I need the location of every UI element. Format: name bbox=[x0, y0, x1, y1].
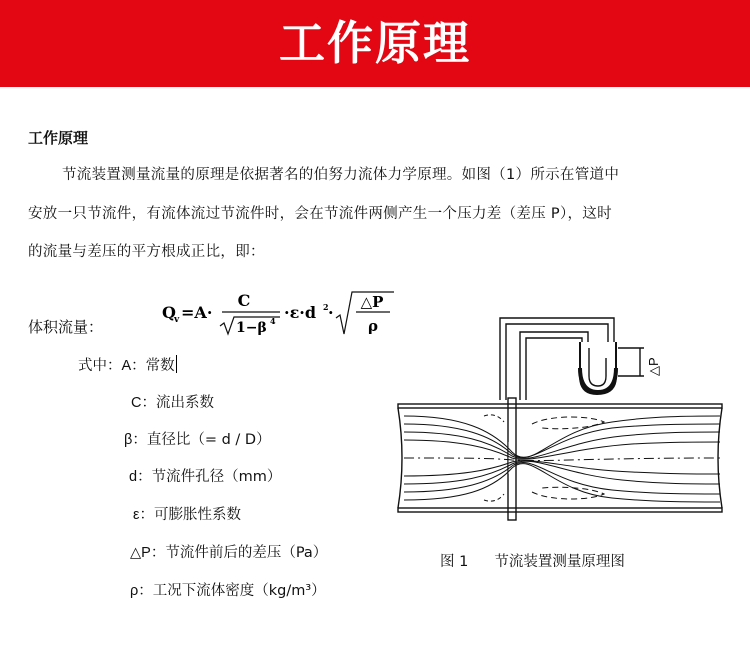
paragraph-line-2: 安放一只节流件，有流体流过节流件时，会在节流件两侧产生一个压力差（差压 P），这时 bbox=[28, 206, 612, 222]
delta-p-label: △P bbox=[646, 357, 661, 376]
pipe-wall-bottom bbox=[398, 508, 722, 512]
legend-intro: 式中： bbox=[78, 358, 122, 374]
legend-desc: ：节流件前后的差压（Pa） bbox=[150, 545, 328, 561]
pressure-tap-tube-downstream bbox=[520, 332, 588, 400]
formula-sqrt-numerator: △P bbox=[360, 293, 384, 311]
legend-item-beta bbox=[124, 428, 271, 449]
eddy-top bbox=[532, 417, 604, 429]
formula-numerator: C bbox=[237, 291, 251, 310]
text-cursor bbox=[176, 355, 177, 373]
paragraph-line-1: 节流装置测量流量的原理是依据著名的伯努力流体力学原理。如图（1）所示在管道中 bbox=[62, 167, 620, 183]
paragraph-line-3: 的流量与差压的平方根成正比，即： bbox=[28, 244, 265, 260]
section-heading: 工作原理 bbox=[28, 129, 89, 147]
legend-symbol: ρ bbox=[130, 583, 139, 599]
formula-middle: ·ε·d bbox=[284, 303, 317, 322]
legend-desc: ：节流件孔径（mm） bbox=[137, 469, 282, 485]
legend-item-d bbox=[129, 465, 281, 486]
legend-desc: ：常数 bbox=[131, 358, 175, 374]
pipe-wall-top bbox=[398, 404, 722, 408]
formula-eq: =A· bbox=[181, 303, 213, 322]
figure-number: 图 1 bbox=[440, 554, 469, 570]
figure-caption bbox=[440, 550, 625, 571]
legend-item-delta-p bbox=[130, 541, 327, 562]
flow-formula bbox=[160, 288, 400, 340]
legend-symbol: C bbox=[131, 395, 142, 411]
orifice-flow-diagram bbox=[392, 312, 728, 526]
legend-desc: ：直径比（= d / D） bbox=[132, 432, 271, 448]
legend-item-rho bbox=[130, 579, 326, 600]
formula-middle-sup: 2 bbox=[323, 302, 329, 312]
formula-sqrt-denominator: ρ bbox=[368, 317, 378, 335]
legend-item-a bbox=[78, 354, 177, 375]
legend-symbol: A bbox=[121, 358, 132, 374]
legend-item-c bbox=[131, 391, 214, 412]
legend-symbol: △P bbox=[130, 545, 151, 561]
pressure-tap-tube-upstream bbox=[500, 318, 614, 400]
page-title: 工作原理 bbox=[279, 16, 471, 70]
eddy-bottom bbox=[532, 487, 604, 499]
legend-desc: ：可膨胀性系数 bbox=[139, 507, 241, 523]
legend-symbol: d bbox=[129, 469, 138, 485]
formula-denominator: 1−β bbox=[236, 320, 267, 336]
figure-caption-text: 节流装置测量原理图 bbox=[494, 554, 625, 570]
legend-desc: ：工况下流体密度（kg/m³） bbox=[138, 583, 326, 599]
formula-dot: · bbox=[328, 303, 334, 322]
formula-lhs-sub: v bbox=[174, 315, 180, 325]
legend-symbol: ε bbox=[133, 507, 140, 523]
legend-item-epsilon bbox=[133, 503, 241, 524]
formula-denominator-sup: 4 bbox=[270, 316, 276, 326]
legend-symbol: β bbox=[124, 432, 133, 448]
volume-flow-label: 体积流量： bbox=[28, 318, 104, 336]
formula-lhs: Q bbox=[162, 303, 176, 322]
legend-desc: ：流出系数 bbox=[141, 395, 214, 411]
